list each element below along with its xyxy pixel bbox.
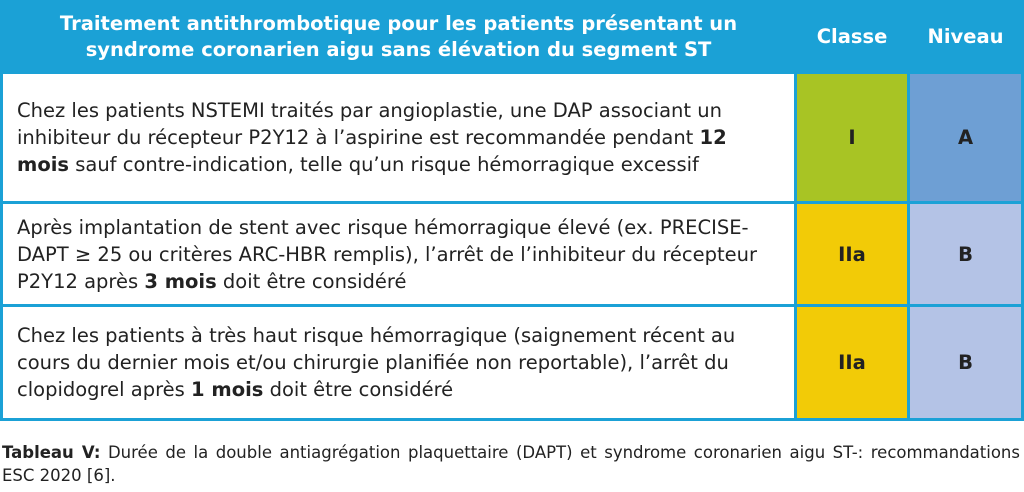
classe-cell: I: [796, 73, 909, 203]
table-header-row: [2, 2, 1023, 73]
table-row: [2, 73, 1023, 203]
caption-label: Tableau V:: [2, 443, 101, 462]
niveau-cell: B: [909, 306, 1023, 420]
classe-cell: IIa: [796, 203, 909, 306]
caption-text: Durée de la double antiagrégation plaquettaire (DAPT) et syndrome coronarien aigu ST-: recommandations ESC 2020 [6].: [2, 443, 1020, 485]
niveau-cell: A: [909, 73, 1023, 203]
table-row: [2, 306, 1023, 420]
table-caption: [2, 441, 1020, 487]
classe-cell: IIa: [796, 306, 909, 420]
table-row: [2, 203, 1023, 306]
niveau-cell: B: [909, 203, 1023, 306]
row-description: Chez les patients à très haut risque hémorragique (saignement récent au cours du dernier mois et/ou chirurgie planifiée non reportable), l’arrêt du clopidogrel après 1 mois doit être considéré: [2, 306, 796, 420]
row-description: Après implantation de stent avec risque hémorragique élevé (ex. PRECISE-DAPT ≥ 25 ou critères ARC-HBR remplis), l’arrêt de l’inhibiteur du récepteur P2Y12 après 3 mois doit être considéré: [2, 203, 796, 306]
row-description: Chez les patients NSTEMI traités par angioplastie, une DAP associant un inhibiteur du récepteur P2Y12 à l’aspirine est recommandée pendant 12 mois sauf contre-indication, telle qu’un risque hémorragique excessif: [2, 73, 796, 203]
header-title: Traitement antithrombotique pour les patients présentant un syndrome coronarien aigu sans élévation du segment ST: [2, 2, 796, 73]
header-niveau: Niveau: [909, 2, 1023, 73]
header-classe: Classe: [796, 2, 909, 73]
